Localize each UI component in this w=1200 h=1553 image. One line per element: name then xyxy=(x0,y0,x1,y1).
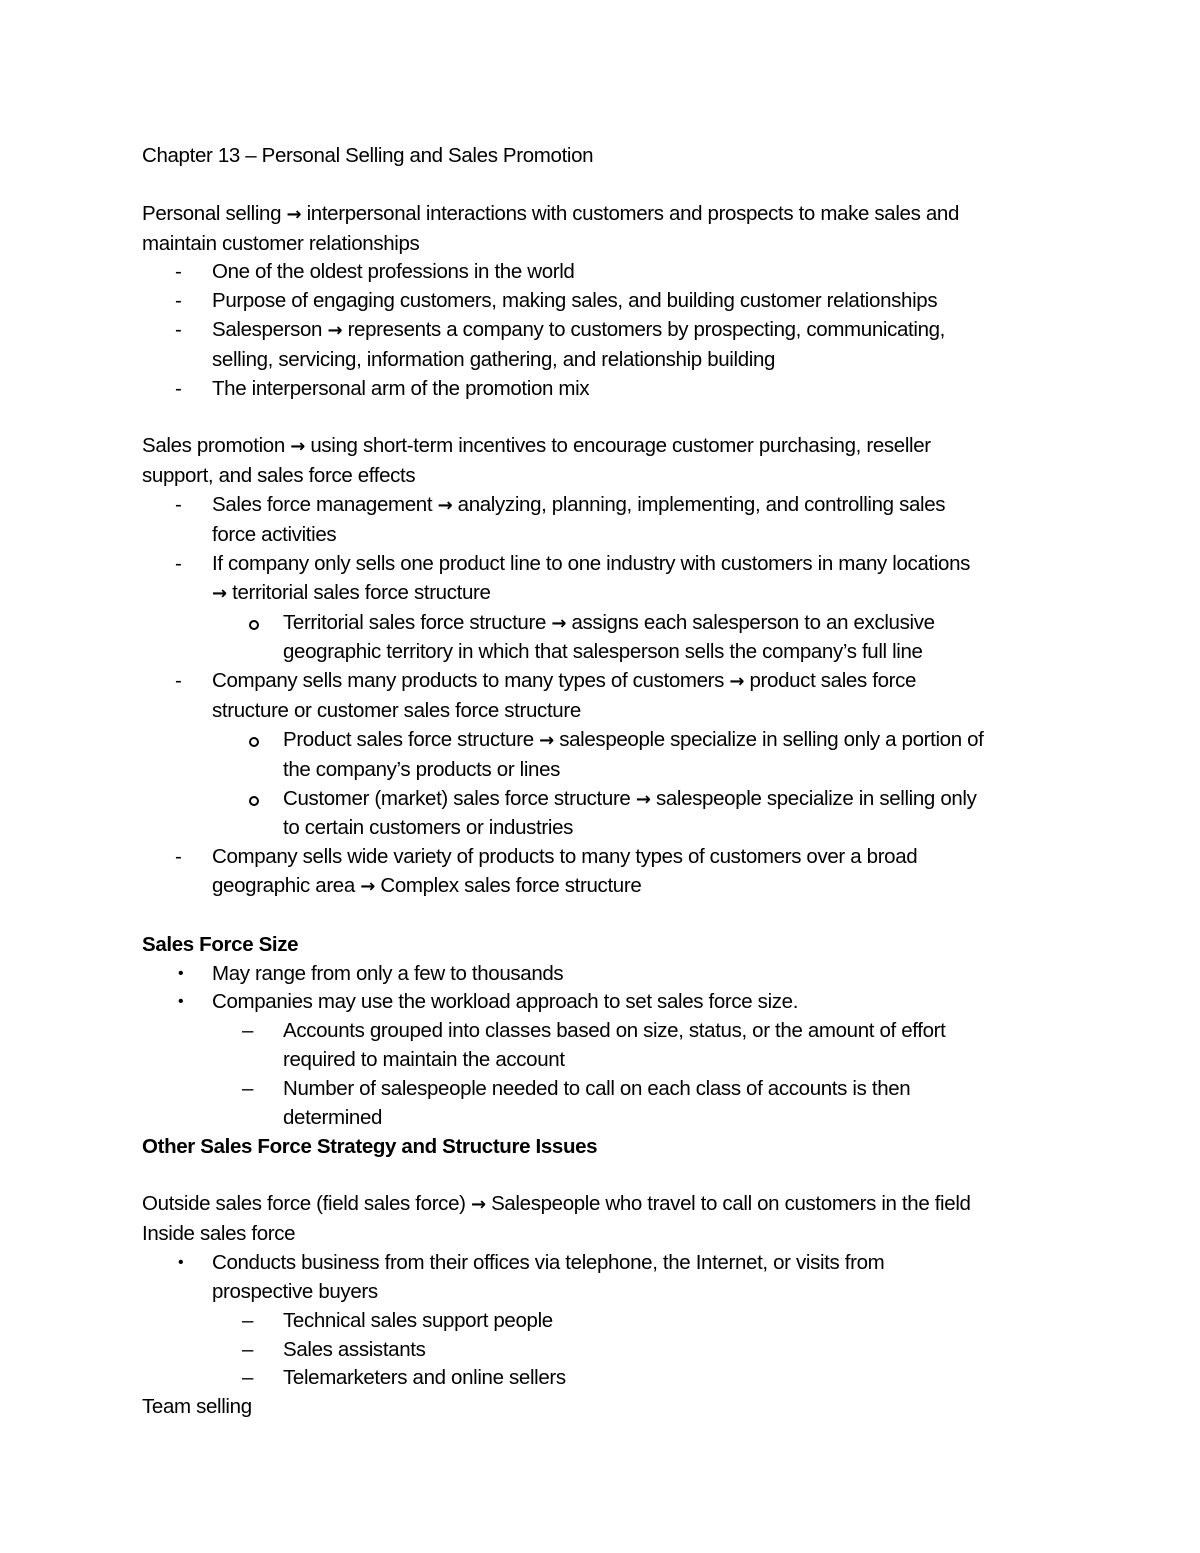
sub-list-item xyxy=(142,609,1062,668)
term: Sales promotion xyxy=(142,434,285,458)
item-text: assigns each salesperson to an exclusive xyxy=(571,610,935,634)
sub-list-item xyxy=(142,726,1062,785)
term: Product sales force structure xyxy=(283,727,534,751)
item-continuation: prospective buyers xyxy=(212,1279,378,1303)
spacer xyxy=(142,902,1062,931)
arrow-icon: → xyxy=(286,203,302,225)
arrow-icon: → xyxy=(327,320,343,342)
spacer xyxy=(142,1162,1062,1191)
definition-text: using short-term incentives to encourage customer purchasing, reseller xyxy=(310,434,931,458)
dash-marker: - xyxy=(175,845,182,869)
dash-marker: - xyxy=(175,376,182,400)
definition-text: interpersonal interactions with customers and prospects to make sales and xyxy=(306,201,960,225)
dash-marker: - xyxy=(175,289,182,313)
item-text: Purpose of engaging customers, making sales, and building customer relationships xyxy=(212,289,938,313)
term: Personal selling xyxy=(142,201,282,225)
sales-promotion-definition xyxy=(142,432,1062,462)
item-text: One of the oldest professions in the world xyxy=(212,260,575,284)
item-text: product sales force xyxy=(749,669,917,693)
item-continuation: force activities xyxy=(212,522,337,546)
item-text: Technical sales support people xyxy=(283,1308,553,1332)
dash-marker: - xyxy=(175,318,182,342)
list-item xyxy=(142,375,1062,404)
term: Sales force management xyxy=(212,493,433,517)
item-text: salespeople specialize in selling only xyxy=(655,786,977,810)
circle-bullet-icon xyxy=(249,737,259,747)
definition-text: Salespeople who travel to call on customers in the field xyxy=(491,1192,971,1216)
sub-list-item xyxy=(142,785,1062,844)
arrow-icon: → xyxy=(360,876,376,898)
item-continuation: territorial sales force structure xyxy=(232,580,491,604)
item-continuation: geographic territory in which that salesperson sells the company’s full line xyxy=(283,640,923,664)
item-text: Telemarketers and online sellers xyxy=(283,1366,566,1390)
circle-bullet-icon xyxy=(249,796,259,806)
item-text: If company only sells one product line to one industry with customers in many locations xyxy=(212,551,971,575)
item-text: Sales assistants xyxy=(283,1337,426,1361)
item-text: The interpersonal arm of the promotion mix xyxy=(212,376,590,400)
sub-list-item xyxy=(142,1364,1062,1393)
definition-continuation: support, and sales force effects xyxy=(142,464,416,488)
list-item xyxy=(142,667,1062,726)
arrow-icon: → xyxy=(290,436,305,458)
item-text: Conducts business from their offices via telephone, the Internet, or visits from xyxy=(212,1251,885,1275)
circle-bullet-icon xyxy=(249,620,259,630)
arrow-icon: → xyxy=(635,788,651,810)
item-text: represents a company to customers by prospecting, communicating, xyxy=(347,318,946,342)
item-continuation: required to maintain the account xyxy=(283,1048,565,1072)
endash-marker: – xyxy=(242,1337,254,1361)
dash-marker: - xyxy=(175,669,182,693)
sub-list-item xyxy=(142,1336,1062,1365)
term: Salesperson xyxy=(212,318,323,342)
inside-sales-force-label: Inside sales force xyxy=(142,1222,296,1246)
section-heading: Other Sales Force Strategy and Structure Issues xyxy=(142,1134,598,1158)
sub-list-item xyxy=(142,1307,1062,1336)
bullet-marker: • xyxy=(178,964,184,982)
item-text: Complex sales force structure xyxy=(380,874,642,898)
dash-marker: - xyxy=(175,493,182,517)
dash-marker: - xyxy=(175,260,182,284)
sub-list-item xyxy=(142,1075,1062,1133)
item-continuation: the company’s products or lines xyxy=(283,757,561,781)
list-item xyxy=(142,843,1062,902)
spacer xyxy=(142,404,1062,433)
list-item xyxy=(142,550,1062,609)
endash-marker: – xyxy=(242,1019,254,1043)
dash-marker: - xyxy=(175,551,182,575)
item-text: Number of salespeople needed to call on each class of accounts is then xyxy=(283,1077,911,1100)
item-text: analyzing, planning, implementing, and controlling sales xyxy=(457,493,946,517)
list-item xyxy=(142,960,1062,989)
item-text: Company sells many products to many types of customers xyxy=(212,669,725,693)
outside-sales-force-definition xyxy=(142,1190,1062,1220)
list-item xyxy=(142,1249,1062,1307)
page-title: Chapter 13 – Personal Selling and Sales Promotion xyxy=(142,144,594,167)
item-continuation: selling, servicing, information gathering, and relationship building xyxy=(212,347,776,371)
endash-marker: – xyxy=(242,1077,254,1100)
list-item xyxy=(142,988,1062,1017)
term: Outside sales force (field sales force) xyxy=(142,1192,466,1216)
item-text: May range from only a few to thousands xyxy=(212,961,564,985)
item-text: Company sells wide variety of products to many types of customers over a broad xyxy=(212,845,918,869)
list-item xyxy=(142,258,1062,287)
item-continuation: structure or customer sales force structure xyxy=(212,699,581,723)
sub-list-item xyxy=(142,1017,1062,1075)
arrow-icon: → xyxy=(470,1194,486,1216)
arrow-icon: → xyxy=(729,671,745,693)
definition-continuation: maintain customer relationships xyxy=(142,231,420,255)
endash-marker: – xyxy=(242,1308,254,1332)
document-content xyxy=(142,142,1062,1422)
section-heading: Sales Force Size xyxy=(142,932,299,956)
list-item xyxy=(142,287,1062,316)
term: Territorial sales force structure xyxy=(283,610,547,634)
endash-marker: – xyxy=(242,1366,254,1390)
item-text: salespeople specialize in selling only a portion of xyxy=(559,727,984,751)
item-text: Companies may use the workload approach to set sales force size. xyxy=(212,990,799,1014)
arrow-icon: → xyxy=(539,729,554,751)
personal-selling-definition xyxy=(142,200,1062,230)
item-text: Accounts grouped into classes based on size, status, or the amount of effort xyxy=(283,1019,946,1043)
item-continuation: to certain customers or industries xyxy=(283,816,574,840)
list-item xyxy=(142,316,1062,375)
arrow-icon: → xyxy=(551,612,567,634)
list-item xyxy=(142,491,1062,550)
arrow-icon: → xyxy=(437,495,453,517)
bullet-marker: • xyxy=(178,993,184,1011)
item-continuation: determined xyxy=(283,1105,383,1129)
team-selling-label: Team selling xyxy=(142,1395,252,1419)
spacer xyxy=(142,171,1062,200)
term: Customer (market) sales force structure xyxy=(283,786,631,810)
arrow-icon: → xyxy=(212,582,227,604)
bullet-marker: • xyxy=(178,1254,184,1272)
item-continuation: geographic area xyxy=(212,874,355,898)
